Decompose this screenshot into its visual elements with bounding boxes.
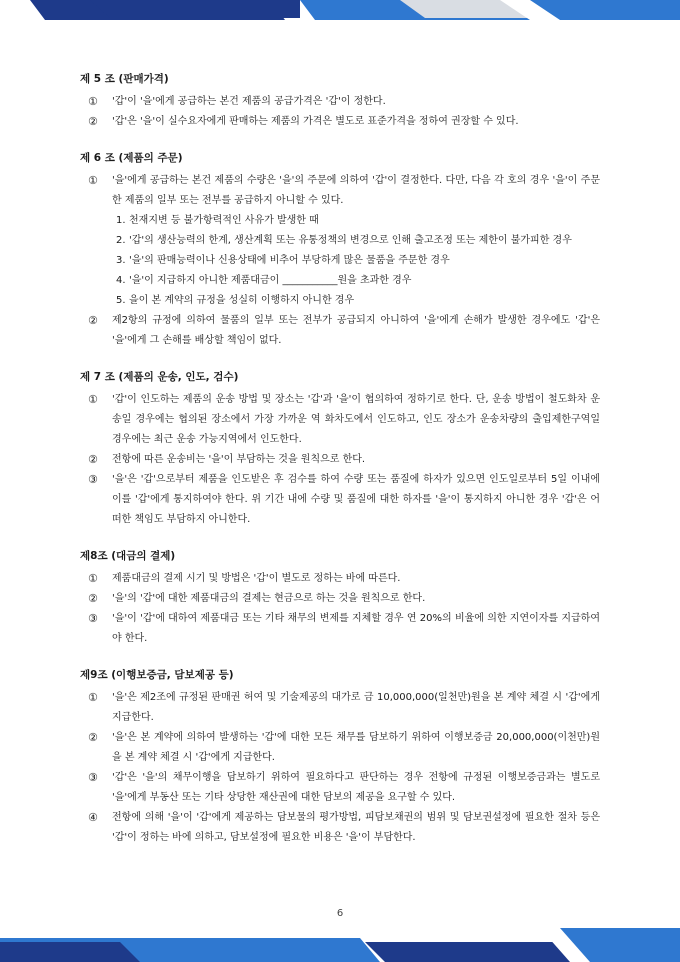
sub-item-number: 1. [116,215,126,226]
article-section [80,668,600,848]
clause-number: ① [88,691,98,704]
clause-text: '을'이 '갑'에 대하여 제품대금 또는 기타 채무의 변제를 지체할 경우 연 20%의 비율에 의한 지연이자를 지급하여야 한다. [112,613,600,644]
clause [80,728,600,768]
clause [80,311,600,351]
clause [80,92,600,112]
clause-text: 제품대금의 결제 시기 및 방법은 '갑'이 별도로 정하는 바에 따른다. [112,573,401,584]
sub-item-text: '을'이 지급하지 아니한 제품대금이 ___________원을 초과한 경우 [129,275,412,286]
article-section [80,370,600,530]
clause-number: ④ [88,811,98,824]
clause-number: ② [88,314,98,327]
clause-text: '갑'이 인도하는 제품의 운송 방법 및 장소는 '갑'과 '을'이 협의하여 정하기로 한다. 단, 운송 방법이 철도화차 운송일 경우에는 협의된 장소에서 가장 가까운 역 화차도에서 인도하고, 인도 장소가 운송차량의 출입제한구역일 경우에는 최근 운송 가능지역에서 인도한다. [112,394,600,445]
clause-number: ③ [88,771,98,784]
article-section [80,549,600,649]
clause-number: ③ [88,473,98,486]
article-title: 제 6 조 (제품의 주문) [80,152,183,164]
sub-item-text: '을'의 판매능력이나 신용상태에 비추어 부당하게 많은 물품을 주문한 경우 [129,255,450,266]
document-body [80,72,600,867]
clause [80,450,600,470]
sub-item [80,291,600,311]
clause-text: '을'에게 공급하는 본건 제품의 수량은 '을'의 주문에 의하여 '갑'이 결정한다. 다만, 다음 각 호의 경우 '을'이 주문한 제품의 일부 또는 전부를 공급하지 아니할 수 있다. [112,175,600,206]
sub-item-number: 3. [116,255,126,266]
sub-item [80,211,600,231]
clause [80,768,600,808]
sub-item-number: 2. [116,235,126,246]
clause-text: '을'은 본 계약에 의하여 발생하는 '갑'에 대한 모든 채무를 담보하기 위하여 이행보증금 20,000,000(이천만)원을 본 계약 체결 시 '갑'에게 지급한다. [112,732,600,763]
sub-item-text: 을이 본 계약의 규정을 성실히 이행하지 아니한 경우 [129,295,355,306]
clause-number: ① [88,174,98,187]
page-number: 6 [336,908,344,919]
article-title: 제 5 조 (판매가격) [80,73,169,85]
clause [80,112,600,132]
clause [80,688,600,728]
article-section [80,72,600,132]
header-band [0,0,680,34]
footer-band [0,928,680,962]
sub-item-text: 천재지변 등 불가항력적인 사유가 발생한 때 [129,215,319,226]
clause-text: '갑'이 '을'에게 공급하는 본건 제품의 공급가격은 '갑'이 정한다. [112,96,386,107]
clause-text: '을'은 '갑'으로부터 제품을 인도받은 후 검수를 하여 수량 또는 품질에 하자가 있으면 인도일로부터 5일 이내에 이를 '갑'에게 통지하여야 한다. 위 기간 내에 수량 및 품질에 대한 하자를 '을'이 통지하지 아니한 경우 '갑'은 어떠한 책임도 부담하지 아니한다. [112,474,600,525]
sub-item [80,251,600,271]
clause [80,589,600,609]
clause-number: ② [88,592,98,605]
clause-number: ② [88,453,98,466]
clause [80,171,600,211]
clause [80,470,600,530]
clause-text: 제2항의 규정에 의하여 물품의 일부 또는 전부가 공급되지 아니하여 '을'에게 손해가 발생한 경우에도 '갑'은 '을'에게 그 손해를 배상할 책임이 없다. [112,315,600,346]
clause-text: 전항에 의해 '을'이 '갑'에게 제공하는 담보물의 평가방법, 피담보채권의 범위 및 담보권설정에 필요한 절차 등은 '갑'이 정하는 바에 의하고, 담보설정에 필요한 비용은 '을'이 부담한다. [112,812,600,843]
clause-text: '을'은 제2조에 규정된 판매권 허여 및 기술제공의 대가로 금 10,000,000(일천만)원을 본 계약 체결 시 '갑'에게 지급한다. [112,692,600,723]
clause-text: '을'의 '갑'에 대한 제품대금의 결제는 현금으로 하는 것을 원칙으로 한다. [112,593,426,604]
clause-number: ② [88,115,98,128]
article-title: 제 7 조 (제품의 운송, 인도, 검수) [80,371,239,383]
clause-text: 전항에 따른 운송비는 '을'이 부담하는 것을 원칙으로 한다. [112,454,366,465]
sub-item-number: 4. [116,275,126,286]
sub-item-number: 5. [116,295,126,306]
article-title: 제9조 (이행보증금, 담보제공 등) [80,669,234,681]
clause [80,808,600,848]
clause-number: ② [88,731,98,744]
clause [80,609,600,649]
clause-text: '갑'은 '을'이 실수요자에게 판매하는 제품의 가격은 별도로 표준가격을 정하여 권장할 수 있다. [112,116,519,127]
clause-number: ① [88,95,98,108]
clause-number: ③ [88,612,98,625]
article-section [80,151,600,351]
clause [80,390,600,450]
sub-item [80,271,600,291]
clause-number: ① [88,393,98,406]
clause-number: ① [88,572,98,585]
sub-item-text: '갑'의 생산능력의 한계, 생산계획 또는 유통정책의 변경으로 인해 출고조정 또는 제한이 불가피한 경우 [129,235,572,246]
article-title: 제8조 (대금의 결제) [80,550,176,562]
sub-item [80,231,600,251]
clause [80,569,600,589]
clause-text: '갑'은 '을'의 채무이행을 담보하기 위하여 필요하다고 판단하는 경우 전항에 규정된 이행보증금과는 별도로 '을'에게 부동산 또는 기타 상당한 재산권에 대한 담보의 제공을 요구할 수 있다. [112,772,600,803]
